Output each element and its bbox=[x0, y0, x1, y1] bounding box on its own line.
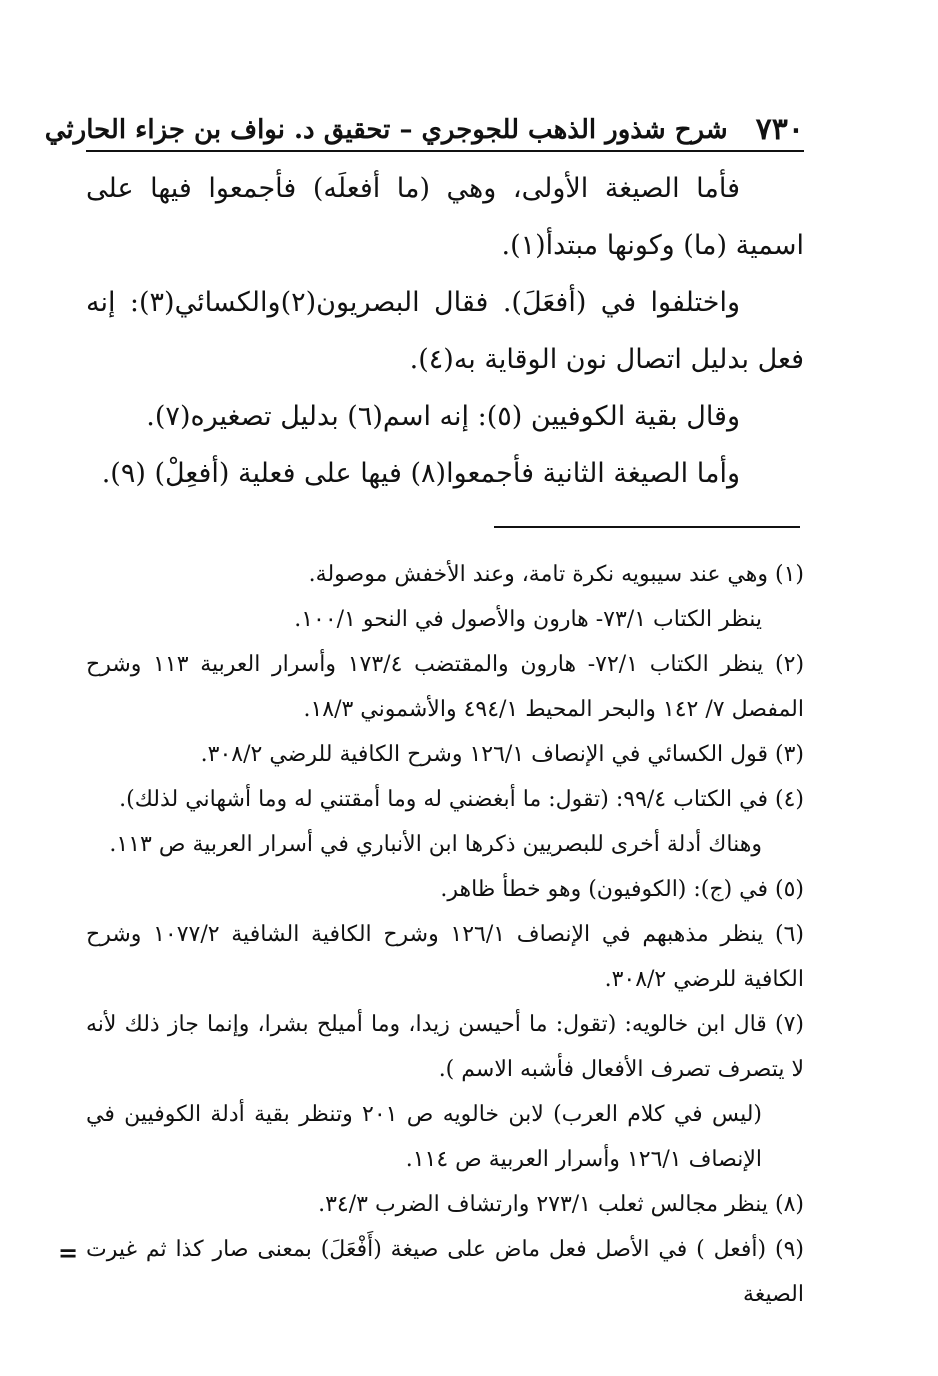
page-number: ٧٣٠ bbox=[755, 112, 804, 147]
paragraph: فأما الصيغة الأولى، وهي (ما أفعلَه) فأجمعوا فيها على اسمية (ما) وكونها مبتدأ(١). bbox=[86, 173, 804, 261]
header-title: شرح شذور الذهب للجوجري – تحقيق د. نواف بن جزاء الحارثي bbox=[44, 115, 728, 145]
footnote: (٦) ينظر مذهبهم في الإنصاف ١٢٦/١ وشرح الكافية الشافية ١٠٧٧/٢ وشرح الكافية للرضي ٣٠٨/٢. bbox=[86, 922, 805, 992]
footnote: (٩) (أفعل ) في الأصل فعل ماض على صيغة (أَفْعَلَ) بمعنى صار كذا ثم غيرت الصيغة bbox=[86, 1237, 804, 1307]
paragraph: وأما الصيغة الثانية فأجمعوا(٨) فيها على فعلية (أفعِلْ) (٩). bbox=[101, 458, 740, 489]
footnote-continuation: (ليس في كلام العرب) لابن خالويه ص ٢٠١ وتنظر بقية أدلة الكوفيين في الإنصاف ١٢٦/١ وأسرار العربية ص ١١٤. bbox=[86, 1102, 762, 1172]
footnote-continuation: وهناك أدلة أخرى للبصريين ذكرها ابن الأنباري في أسرار العربية ص ١١٣. bbox=[109, 832, 762, 857]
footnote: (٢) ينظر الكتاب ٧٢/١- هارون والمقتضب ١٧٣/٤ وأسرار العربية ١١٣ وشرح المفصل ٧/ ١٤٢ والبحر المحيط ٤٩٤/١ والأشموني ١٨/٣. bbox=[86, 652, 805, 722]
footnote: (٥) في (ج): (الكوفيون) وهو خطأ ظاهر. bbox=[440, 877, 804, 902]
footnote: (٤) في الكتاب ٩٩/٤: (تقول: ما أبغضني له وما أمقتني له وما أشهاني لذلك). bbox=[119, 787, 804, 812]
footnotes bbox=[86, 552, 804, 1317]
main-text bbox=[86, 160, 804, 502]
footnote-continuation: ينظر الكتاب ٧٣/١- هارون والأصول في النحو ١٠٠/١. bbox=[294, 607, 762, 632]
paragraph: واختلفوا في (أفعَلَ). فقال البصريون(٢)والكسائي(٣): إنه فعل بدليل اتصال نون الوقاية به(٤). bbox=[86, 287, 804, 375]
running-header bbox=[44, 110, 804, 148]
continuation-mark: = bbox=[58, 1239, 79, 1267]
footnote: (٣) قول الكسائي في الإنصاف ١٢٦/١ وشرح الكافية للرضي ٣٠٨/٢. bbox=[200, 742, 804, 767]
header-rule bbox=[86, 150, 804, 152]
footnote: (٧) قال ابن خالويه: (تقول: ما أحيسن زيدا، وما أميلح بشرا، وإنما جاز ذلك لأنه لا يتصرف تصرف الأفعال فأشبه الاسم ). bbox=[86, 1012, 804, 1082]
paragraph: وقال بقية الكوفيين (٥): إنه اسم(٦) بدليل تصغيره(٧). bbox=[146, 401, 740, 432]
footnote: (٨) ينظر مجالس ثعلب ٢٧٣/١ وارتشاف الضرب ٣٤/٣. bbox=[318, 1192, 804, 1217]
footnote: (١) وهي عند سيبويه نكرة تامة، وعند الأخفش موصولة. bbox=[308, 562, 804, 587]
footnote-separator bbox=[494, 526, 800, 528]
